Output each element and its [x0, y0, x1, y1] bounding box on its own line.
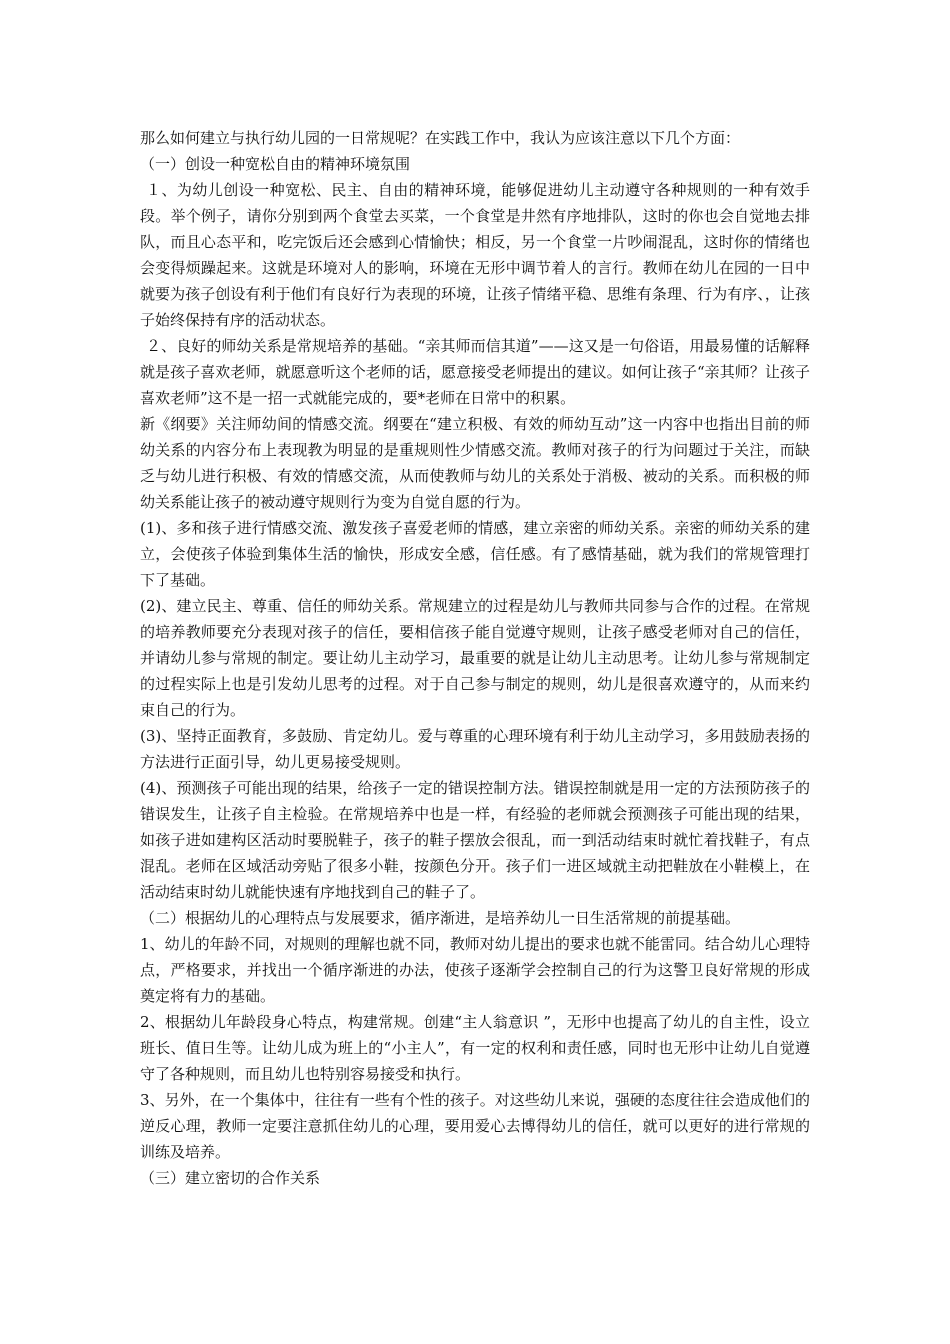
section-heading-2: （二）根据幼儿的心理特点与发展要求，循序渐进，是培养幼儿一日生活常规的前提基础。	[140, 909, 741, 927]
paragraph-2-2: 2、根据幼儿年龄段身心特点，构建常规。创建“主人翁意识 ”，无形中也提高了幼儿的自主性，设立班长、值日生等。让幼儿成为班上的“小主人”，有一定的权利和责任感，同时也无形中让幼儿自觉遵守了各种规则，而且幼儿也特别容易接受和执行。	[140, 1013, 810, 1083]
document-body	[140, 125, 810, 1191]
paragraph-item-1: (1)、多和孩子进行情感交流、激发孩子喜爱老师的情感，建立亲密的师幼关系。亲密的师幼关系的建立，会使孩子体验到集体生活的愉快，形成安全感，信任感。有了感情基础，就为我们的常规管理打下了基础。	[140, 519, 810, 589]
paragraph-item-3: (3)、坚持正面教育，多鼓励、肯定幼儿。爱与尊重的心理环境有利于幼儿主动学习，多用鼓励表扬的方法进行正面引导，幼儿更易接受规则。	[140, 727, 810, 771]
paragraph-item-4: (4)、预测孩子可能出现的结果，给孩子一定的错误控制方法。错误控制就是用一定的方法预防孩子的错误发生，让孩子自主检验。在常规培养中也是一样，有经验的老师就会预测孩子可能出现的结果，如孩子进如建构区活动时要脱鞋子，孩子的鞋子摆放会很乱，而一到活动结束时就忙着找鞋子，有点混乱。老师在区域活动旁贴了很多小鞋，按颜色分开。孩子们一进区域就主动把鞋放在小鞋模上，在活动结束时幼儿就能快速有序地找到自己的鞋子了。	[140, 779, 810, 901]
section-heading-1: （一）创设一种宽松自由的精神环境氛围	[140, 155, 411, 173]
paragraph-1-1: １、为幼儿创设一种宽松、民主、自由的精神环境，能够促进幼儿主动遵守各种规则的一种有效手段。举个例子，请你分别到两个食堂去买菜，一个食堂是井然有序地排队，这时的你也会自觉地去排队，而且心态平和，吃完饭后还会感到心情愉快；相反，另一个食堂一片吵闹混乱，这时你的情绪也会变得烦躁起来。这就是环境对人的影响，环境在无形中调节着人的言行。教师在幼儿在园的一日中就要为孩子创设有利于他们有良好行为表现的环境，让孩子情绪平稳、思维有条理、行为有序、，让孩子始终保持有序的活动状态。	[140, 181, 810, 329]
paragraph-2-1: 1、幼儿的年龄不同，对规则的理解也就不同，教师对幼儿提出的要求也就不能雷同。结合幼儿心理特点，严格要求，并找出一个循序渐进的办法，使孩子逐渐学会控制自己的行为这警卫良好常规的形成奠定将有力的基础。	[140, 935, 810, 1005]
paragraph-item-2: (2)、建立民主、尊重、信任的师幼关系。常规建立的过程是幼儿与教师共同参与合作的过程。在常规的培养教师要充分表现对孩子的信任，要相信孩子能自觉遵守规则，让孩子感受老师对自己的信任，并请幼儿参与常规的制定。要让幼儿主动学习，最重要的就是让幼儿主动思考。让幼儿参与常规制定的过程实际上也是引发幼儿思考的过程。对于自己参与制定的规则，幼儿是很喜欢遵守的，从而来约束自己的行为。	[140, 597, 810, 719]
paragraph-guideline: 新《纲要》关注师幼间的情感交流。纲要在“建立积极、有效的师幼互动”这一内容中也指出目前的师幼关系的内容分布上表现教为明显的是重规则性少情感交流。教师对孩子的行为问题过于关注，而缺乏与幼儿进行积极、有效的情感交流，从而使教师与幼儿的关系处于消极、被动的关系。而积极的师幼关系能让孩子的被动遵守规则行为变为自觉自愿的行为。	[140, 415, 810, 511]
paragraph-2-3: 3、另外，在一个集体中，往往有一些有个性的孩子。对这些幼儿来说，强硬的态度往往会造成他们的逆反心理，教师一定要注意抓住幼儿的心理，要用爱心去博得幼儿的信任，就可以更好的进行常规的训练及培养。	[140, 1091, 810, 1161]
section-heading-3: （三）建立密切的合作关系	[140, 1169, 321, 1187]
paragraph-1-2: ２、良好的师幼关系是常规培养的基础。“亲其师而信其道”——这又是一句俗语，用最易懂的话解释就是孩子喜欢老师，就愿意听这个老师的话，愿意接受老师提出的建议。如何让孩子“亲其师？让孩子喜欢老师”这不是一招一式就能完成的，要*老师在日常中的积累。	[140, 337, 810, 407]
intro-paragraph: 那么如何建立与执行幼儿园的一日常规呢？在实践工作中，我认为应该注意以下几个方面：	[140, 129, 741, 147]
